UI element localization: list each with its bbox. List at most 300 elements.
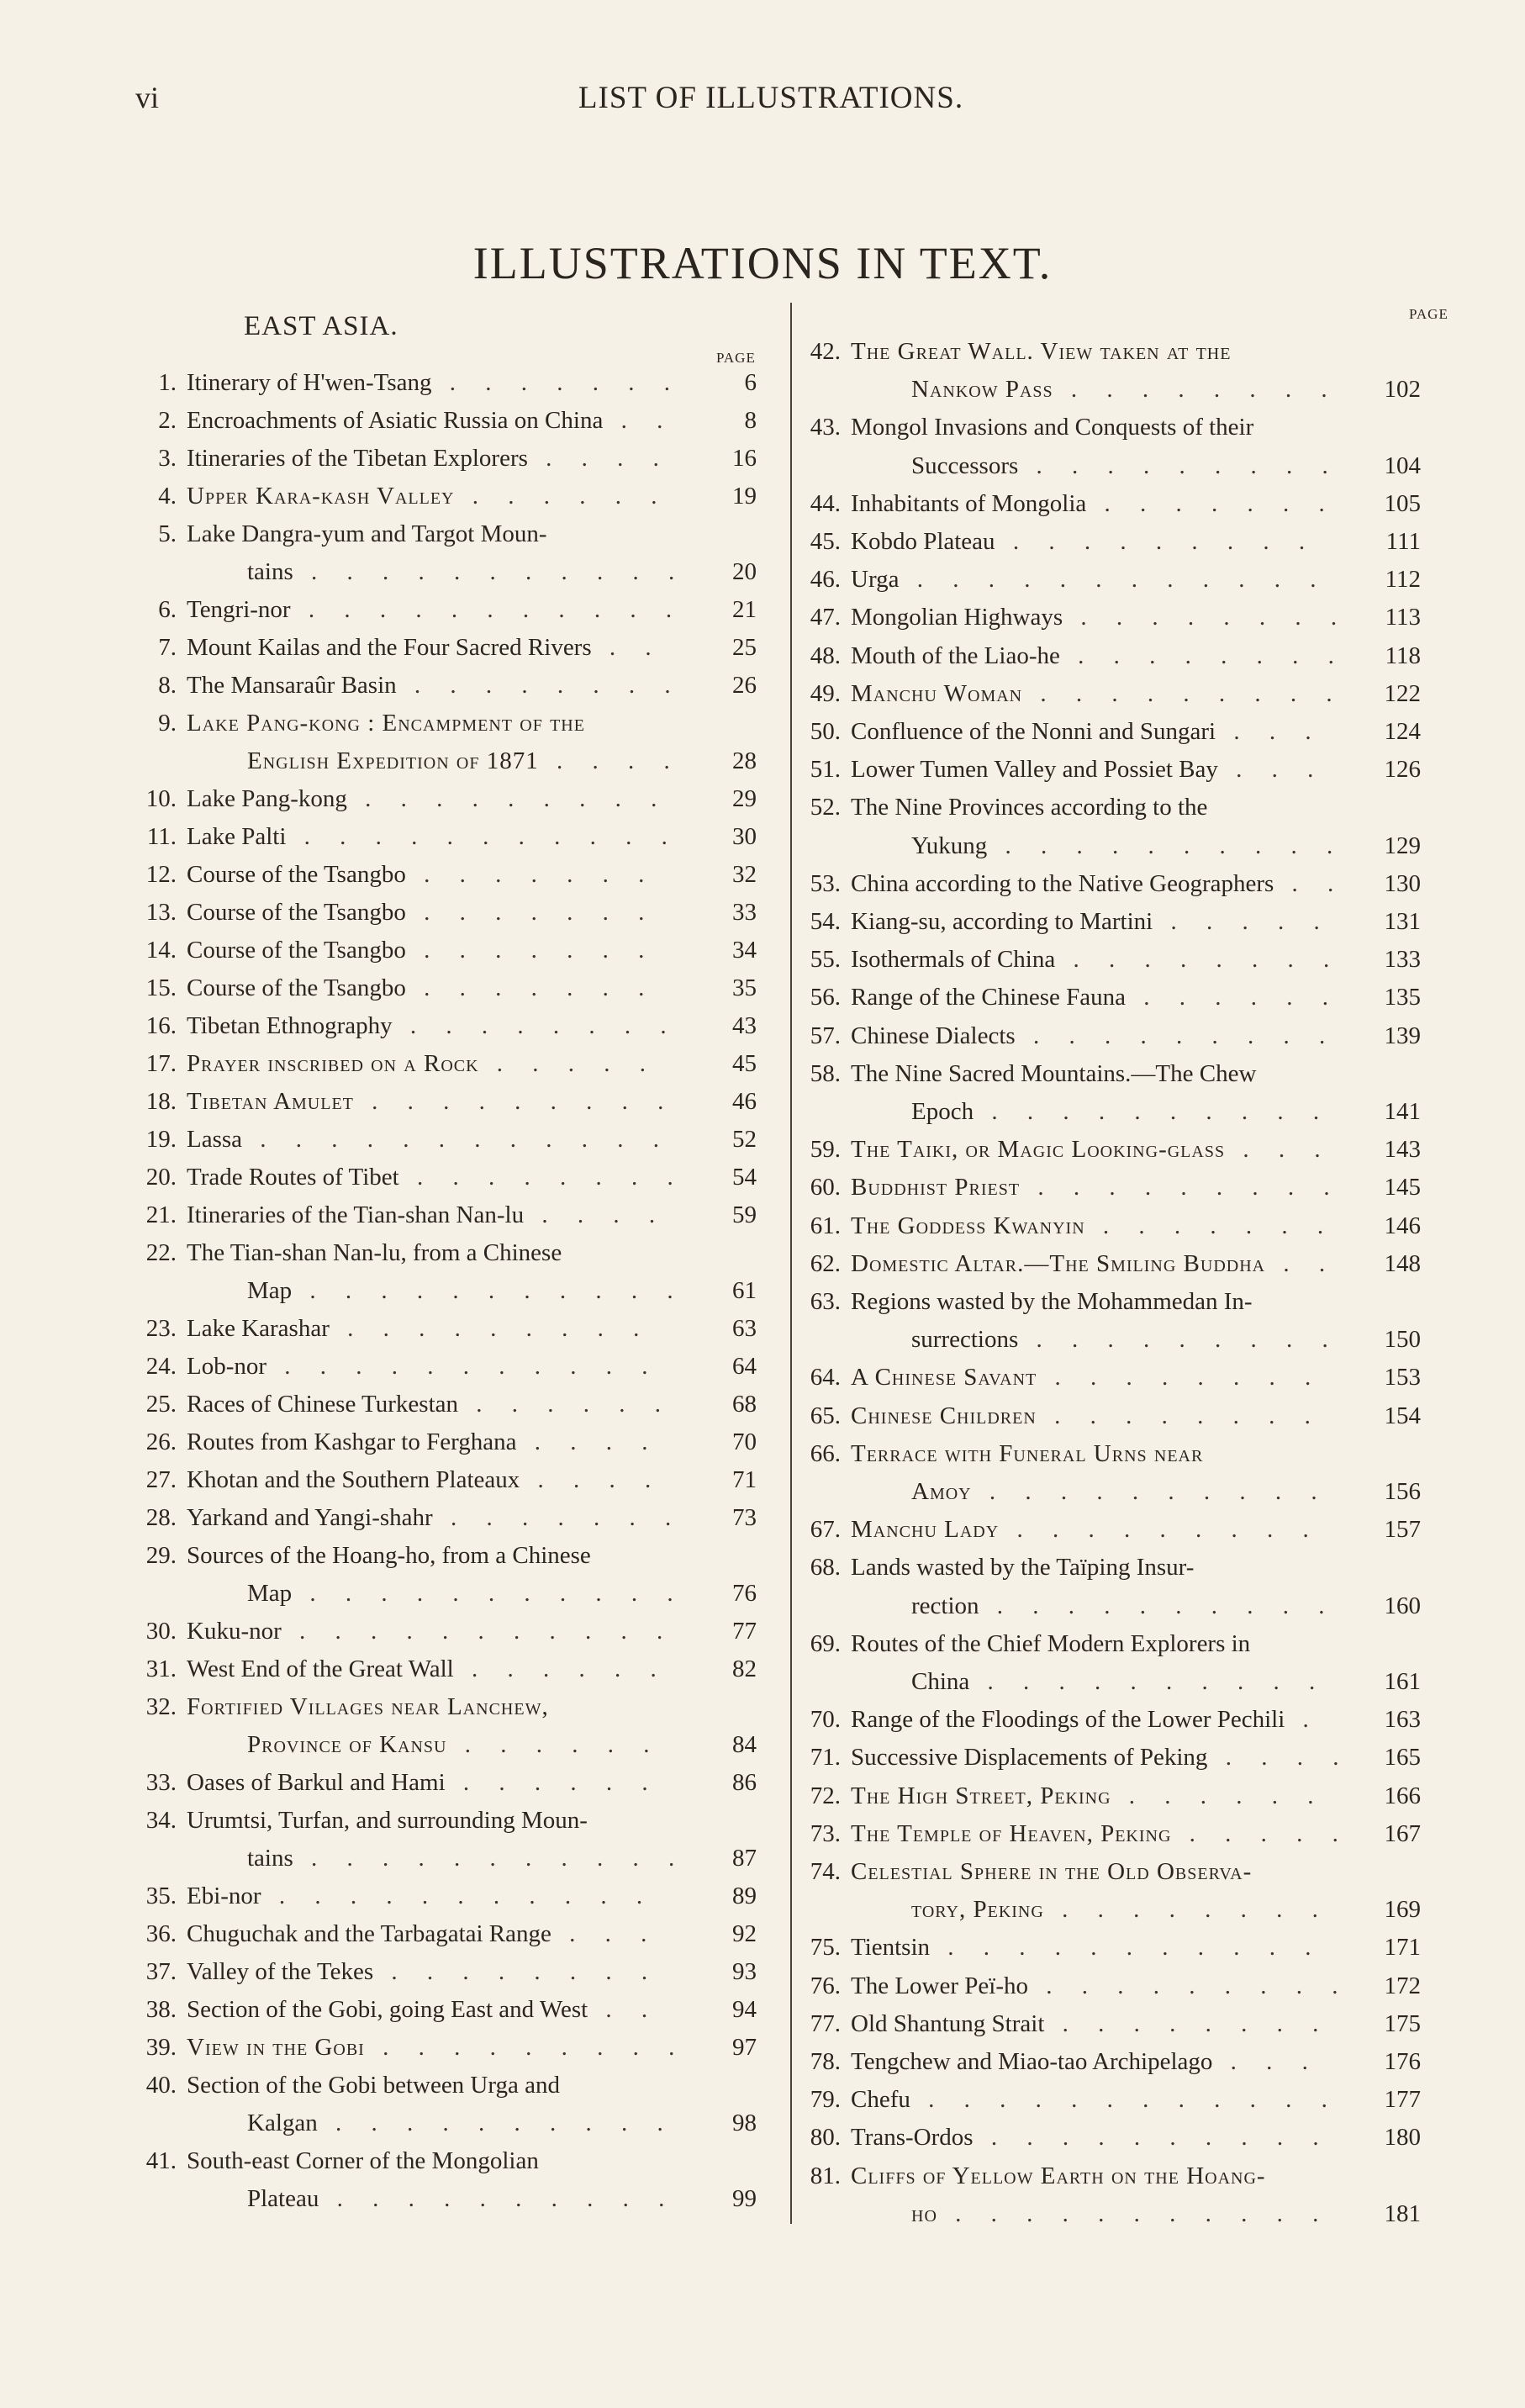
entry-page: 135: [1384, 984, 1421, 1011]
dot-leader: . . . . . . . . . . .: [937, 2199, 1331, 2227]
dot-leader: . . . . . . .: [405, 937, 657, 964]
entry-title: Tengchew and Miao-tao Archipelago . . .: [851, 2048, 1320, 2075]
dot-leader: . . . . . . . .: [1053, 376, 1339, 404]
dot-leader: . . . . . . . . . .: [987, 832, 1345, 859]
dot-leader: . . . . . . . . .: [999, 1516, 1321, 1544]
entry-title: Lassa . . . . . . . . . . . .: [187, 1126, 672, 1153]
entry-title: Section of the Gobi, going East and West . .: [187, 1996, 660, 2023]
entry-title: Lake Karashar . . . . . . . . .: [187, 1315, 652, 1342]
dot-leader: . . .: [1212, 2048, 1320, 2075]
entry-page: 93: [732, 1958, 757, 1985]
entry-number: 37.: [145, 1958, 177, 1985]
entry-page: 160: [1384, 1592, 1421, 1619]
entry-page: 77: [732, 1618, 757, 1645]
entry-number: 48.: [810, 642, 841, 669]
entry-title: Kalgan . . . . . . . . . .: [247, 2110, 675, 2136]
entry-title: Old Shantung Strait . . . . . . . .: [851, 2009, 1331, 2037]
dot-leader: . . . . . . .: [405, 899, 657, 926]
dot-leader: . . . . . . .: [432, 1504, 683, 1531]
entry-number: 64.: [810, 1364, 841, 1391]
entry-title: Urumtsi, Turfan, and surrounding Moun-: [187, 1807, 588, 1834]
entry-number: 12.: [145, 861, 177, 888]
entry-number: 2.: [158, 407, 177, 434]
page-title: ILLUSTRATIONS IN TEXT.: [472, 238, 1053, 288]
entry-number: 4.: [158, 483, 177, 510]
entry-title: Range of the Chinese Fauna . . . . . .: [851, 984, 1340, 1011]
entry-page: 34: [732, 937, 757, 964]
entry-number: 33.: [145, 1769, 177, 1796]
entry-page: 111: [1385, 528, 1421, 555]
entry-page: 153: [1384, 1364, 1421, 1391]
dot-leader: . . . . . . . . . .: [979, 1592, 1337, 1619]
entry-number: 65.: [810, 1402, 841, 1429]
entry-page: 112: [1385, 566, 1421, 594]
entry-page: 177: [1384, 2086, 1421, 2114]
entry-title: Races of Chinese Turkestan . . . . . .: [187, 1391, 673, 1418]
dot-leader: . . . .: [538, 747, 682, 774]
page-column-label-right: PAGE: [1409, 306, 1448, 322]
entry-page: 163: [1384, 1706, 1421, 1734]
entry-page: 28: [732, 747, 757, 774]
entry-title: Nankow Pass . . . . . . . .: [911, 376, 1339, 404]
entry-page: 145: [1384, 1174, 1421, 1201]
entry-number: 59.: [810, 1136, 841, 1164]
entry-page: 35: [732, 974, 757, 1001]
entry-number: 8.: [158, 672, 177, 699]
entry-page: 139: [1384, 1022, 1421, 1049]
entry-title: Routes of the Chief Modern Explorers in: [851, 1629, 1251, 1657]
entry-number: 75.: [810, 1934, 841, 1962]
entry-page: 166: [1384, 1782, 1421, 1809]
entry-number: 18.: [145, 1088, 177, 1115]
dot-leader: . . . . . . . .: [396, 672, 683, 699]
dot-leader: . . .: [1216, 718, 1323, 745]
dot-leader: . . . . . . . .: [1055, 946, 1342, 974]
entry-page: 169: [1384, 1896, 1421, 1924]
dot-leader: . . . . . . . . . . .: [930, 1934, 1323, 1962]
entry-title: Regions wasted by the Mohammedan In-: [851, 1288, 1253, 1315]
entry-page: 20: [732, 558, 757, 585]
dot-leader: . . . . . . . . . . .: [293, 1845, 687, 1872]
entry-page: 61: [732, 1277, 757, 1304]
entry-number: 77.: [810, 2009, 841, 2037]
entry-number: 27.: [145, 1466, 177, 1493]
entry-number: 23.: [145, 1315, 177, 1342]
entry-title: Kuku-nor . . . . . . . . . . .: [187, 1618, 675, 1645]
entry-number: 28.: [145, 1504, 177, 1531]
entry-page: 43: [732, 1012, 757, 1039]
dot-leader: . .: [603, 407, 675, 434]
entry-number: 20.: [145, 1164, 177, 1191]
entry-page: 21: [732, 596, 757, 623]
dot-leader: . . . .: [1207, 1744, 1351, 1772]
entry-page: 87: [732, 1845, 757, 1872]
entry-page: 148: [1384, 1249, 1421, 1277]
entry-number: 78.: [810, 2048, 841, 2075]
entry-title: Mount Kailas and the Four Sacred Rivers . .: [187, 634, 663, 661]
entry-page: 46: [732, 1088, 757, 1115]
entry-number: 6.: [158, 596, 177, 623]
entry-title: Inhabitants of Mongolia . . . . . . .: [851, 489, 1337, 517]
entry-number: 49.: [810, 679, 841, 707]
entry-page: 181: [1384, 2199, 1421, 2227]
entry-page: 150: [1384, 1326, 1421, 1354]
dot-leader: . . . . . . . . . .: [973, 2124, 1331, 2152]
entry-title: Chinese Dialects . . . . . . . . .: [851, 1022, 1338, 1049]
entry-title: The Taiki, or Magic Looking-glass . . .: [851, 1136, 1332, 1164]
entry-title: Trade Routes of Tibet . . . . . . . .: [187, 1164, 685, 1191]
entry-number: 68.: [810, 1554, 841, 1582]
entry-title: The Tian-shan Nan-lu, from a Chinese: [187, 1239, 562, 1266]
entry-number: 54.: [810, 908, 841, 935]
entry-title: Kobdo Plateau . . . . . . . . .: [851, 528, 1317, 555]
entry-number: 16.: [145, 1012, 177, 1039]
entry-page: 171: [1384, 1934, 1421, 1962]
dot-leader: . . . . . . . . .: [364, 2034, 687, 2061]
dot-leader: . . . . .: [478, 1050, 658, 1077]
dot-leader: . . . . . . . . . . .: [266, 1353, 660, 1380]
entry-title: Urga . . . . . . . . . . . .: [851, 566, 1328, 594]
dot-leader: . . . . . . .: [405, 861, 657, 888]
entry-page: 16: [732, 445, 757, 472]
dot-leader: . . .: [1217, 756, 1326, 784]
entry-number: 47.: [810, 604, 841, 631]
dot-leader: . . . . .: [1153, 908, 1332, 935]
entry-page: 130: [1384, 869, 1421, 897]
dot-leader: . . . . . . . .: [1063, 604, 1349, 631]
entry-page: 30: [732, 823, 757, 850]
entry-title: Prayer inscribed on a Rock . . . . .: [187, 1050, 658, 1077]
dot-leader: . . . . . . . . . . .: [286, 823, 679, 850]
entry-page: 105: [1384, 489, 1421, 517]
entry-title: English Expedition of 1871 . . . .: [247, 747, 682, 774]
dot-leader: . . . . . . . . . . .: [292, 1277, 685, 1304]
entry-page: 32: [732, 861, 757, 888]
dot-leader: . . . . . . . . . . .: [281, 1618, 675, 1645]
entry-page: 29: [732, 785, 757, 812]
entry-title: The Nine Sacred Mountains.—The Chew: [851, 1059, 1257, 1087]
entry-title: Yarkand and Yangi-shahr . . . . . . .: [187, 1504, 683, 1531]
entry-number: 62.: [810, 1249, 841, 1277]
entry-title: Yukung . . . . . . . . . .: [911, 832, 1345, 859]
entry-title: China . . . . . . . . . .: [911, 1667, 1327, 1695]
entry-title: Lake Palti . . . . . . . . . . .: [187, 823, 679, 850]
entry-number: 40.: [145, 2072, 177, 2099]
entry-page: 133: [1384, 946, 1421, 974]
entry-title: Manchu Lady . . . . . . . . .: [851, 1516, 1321, 1544]
entry-title: The Goddess Kwanyin . . . . . . .: [851, 1212, 1336, 1239]
entry-number: 53.: [810, 869, 841, 897]
entry-title: ho . . . . . . . . . . .: [911, 2199, 1331, 2227]
entry-title: Valley of the Tekes . . . . . . . .: [187, 1958, 660, 1985]
entry-title: West End of the Great Wall . . . . . .: [187, 1656, 668, 1682]
entry-title: Lake Dangra-yum and Targot Moun-: [187, 520, 547, 547]
entry-page: 33: [732, 899, 757, 926]
dot-leader: . . . . . . . . . .: [319, 2185, 677, 2212]
dot-leader: . . . . . .: [445, 1769, 660, 1796]
entry-number: 17.: [145, 1050, 177, 1077]
entry-page: 157: [1384, 1516, 1421, 1544]
entry-page: 146: [1384, 1212, 1421, 1239]
entry-number: 22.: [145, 1239, 177, 1266]
entry-title: Itineraries of the Tian-shan Nan-lu . . . .: [187, 1201, 668, 1228]
entry-number: 46.: [810, 566, 841, 594]
dot-leader: . . . . .: [1171, 1819, 1350, 1847]
entry-number: 38.: [145, 1996, 177, 2023]
entry-title: The Temple of Heaven, Peking . . . . .: [851, 1819, 1350, 1847]
entry-title: Chinese Children . . . . . . . .: [851, 1402, 1322, 1429]
dot-leader: . . . . . . . . .: [1015, 1022, 1338, 1049]
entry-page: 154: [1384, 1402, 1421, 1429]
entry-title: Province of Kansu . . . . . .: [247, 1731, 662, 1758]
dot-leader: . . . . . .: [1111, 1782, 1326, 1809]
entry-title: tains . . . . . . . . . . .: [247, 558, 687, 585]
entry-number: 25.: [145, 1391, 177, 1418]
entry-page: 172: [1384, 1972, 1421, 1999]
entry-title: Upper Kara-kash Valley . . . . . .: [187, 483, 669, 510]
dot-leader: . . . . . . . .: [1043, 1896, 1330, 1924]
entry-number: 72.: [810, 1782, 841, 1809]
entry-title: Celestial Sphere in the Old Observa-: [851, 1858, 1253, 1885]
entry-title: Mongol Invasions and Conquests of their: [851, 414, 1254, 441]
entry-number: 43.: [810, 414, 841, 441]
entry-title: A Chinese Savant . . . . . . . .: [851, 1364, 1323, 1391]
dot-leader: . . .: [1225, 1136, 1332, 1164]
entry-number: 14.: [145, 937, 177, 964]
entry-page: 84: [732, 1731, 757, 1758]
entry-title: Lands wasted by the Taïping Insur-: [851, 1554, 1195, 1582]
entry-page: 89: [732, 1883, 757, 1909]
entry-number: 61.: [810, 1212, 841, 1239]
entry-title: Ebi-nor . . . . . . . . . . .: [187, 1883, 655, 1909]
entry-page: 19: [732, 483, 757, 510]
entry-page: 45: [732, 1050, 757, 1077]
entry-title: Course of the Tsangbo . . . . . . .: [187, 937, 657, 964]
entry-number: 9.: [158, 710, 177, 737]
entry-number: 50.: [810, 718, 841, 745]
dot-leader: . .: [591, 634, 663, 661]
entry-page: 129: [1384, 832, 1421, 859]
entry-title: View in the Gobi . . . . . . . . .: [187, 2034, 687, 2061]
entry-page: 64: [732, 1353, 757, 1380]
entry-title: Tibetan Amulet . . . . . . . . .: [187, 1088, 676, 1115]
section-heading: EAST ASIA.: [244, 311, 398, 341]
dot-leader: . . . . . .: [1125, 984, 1340, 1011]
entry-title: Epoch . . . . . . . . . .: [911, 1097, 1332, 1125]
entry-page: 143: [1384, 1136, 1421, 1164]
entry-number: 57.: [810, 1022, 841, 1049]
entry-number: 42.: [810, 338, 841, 365]
entry-page: 70: [732, 1428, 757, 1455]
entry-title: Domestic Altar.—The Smiling Buddha . .: [851, 1249, 1338, 1277]
entry-page: 165: [1384, 1744, 1421, 1772]
entry-number: 45.: [810, 528, 841, 555]
entry-title: Buddhist Priest . . . . . . . . .: [851, 1174, 1342, 1201]
dot-leader: . . . . . . . . . . .: [290, 596, 684, 623]
entry-number: 13.: [145, 899, 177, 926]
entry-page: 25: [732, 634, 757, 661]
dot-leader: . . . . . .: [454, 483, 669, 510]
entry-title: Lob-nor . . . . . . . . . . .: [187, 1353, 660, 1380]
entry-number: 29.: [145, 1542, 177, 1569]
entry-title: Course of the Tsangbo . . . . . . .: [187, 899, 657, 926]
dot-leader: . . . . . . . . . .: [974, 1097, 1332, 1125]
entry-title: Manchu Woman . . . . . . . . .: [851, 679, 1344, 707]
entry-page: 73: [732, 1504, 757, 1531]
entry-title: tory, Peking . . . . . . . .: [911, 1896, 1330, 1924]
entry-title: The Great Wall. View taken at the: [851, 338, 1232, 365]
entry-title: Sources of the Hoang-ho, from a Chinese: [187, 1542, 591, 1569]
dot-leader: . . . . . . . .: [392, 1012, 678, 1039]
entry-page: 6: [744, 369, 757, 396]
entry-number: 24.: [145, 1353, 177, 1380]
dot-leader: . . . . . . .: [1084, 1212, 1336, 1239]
entry-number: 44.: [810, 489, 841, 517]
dot-leader: . . . . . . . .: [373, 1958, 660, 1985]
dot-leader: . . .: [551, 1920, 659, 1947]
entry-number: 81.: [810, 2162, 841, 2189]
entry-page: 104: [1384, 452, 1421, 479]
entry-number: 5.: [158, 520, 177, 547]
dot-leader: . . . . . .: [446, 1731, 662, 1758]
entry-page: 118: [1385, 642, 1421, 669]
entry-number: 51.: [810, 756, 841, 784]
dot-leader: . . . . . . . .: [1036, 1402, 1322, 1429]
entry-page: 124: [1384, 718, 1421, 745]
dot-leader: . . . . . . . . . . .: [293, 558, 687, 585]
entry-title: Tibetan Ethnography . . . . . . . .: [187, 1012, 678, 1039]
entry-number: 1.: [158, 369, 177, 396]
entry-title: China according to the Native Geographers . .: [851, 869, 1346, 897]
dot-leader: . . . . . .: [458, 1391, 673, 1418]
entry-title: Mongolian Highways . . . . . . . .: [851, 604, 1349, 631]
page-numeral: vi: [135, 81, 160, 114]
entry-page: 141: [1384, 1097, 1421, 1125]
entry-title: Mouth of the Liao-he . . . . . . . .: [851, 642, 1346, 669]
dot-leader: . . . . . . . . .: [329, 1315, 652, 1342]
entry-page: 122: [1384, 679, 1421, 707]
entry-number: 69.: [810, 1629, 841, 1657]
entry-page: 97: [732, 2034, 757, 2061]
entry-title: Amoy . . . . . . . . . .: [911, 1477, 1329, 1505]
entry-page: 180: [1384, 2124, 1421, 2152]
entry-page: 126: [1384, 756, 1421, 784]
entry-title: Course of the Tsangbo . . . . . . .: [187, 974, 657, 1001]
entry-title: Lower Tumen Valley and Possiet Bay . . .: [851, 756, 1326, 784]
entry-number: 55.: [810, 946, 841, 974]
entry-number: 32.: [145, 1693, 177, 1720]
dot-leader: . . . .: [516, 1428, 660, 1455]
entry-title: Cliffs of Yellow Earth on the Hoang-: [851, 2162, 1266, 2189]
entry-number: 66.: [810, 1439, 841, 1467]
dot-leader: . . . . . .: [453, 1656, 668, 1682]
entry-title: Tientsin . . . . . . . . . . .: [851, 1934, 1323, 1962]
entry-number: 26.: [145, 1428, 177, 1455]
entry-page: 63: [732, 1315, 757, 1342]
dot-leader: . . . . . . . . .: [1028, 1972, 1350, 1999]
dot-leader: . . . . . . . . . . . .: [910, 2086, 1339, 2114]
entry-title: Isothermals of China . . . . . . . .: [851, 946, 1342, 974]
entry-page: 113: [1385, 604, 1421, 631]
entry-title: South-east Corner of the Mongolian: [187, 2147, 539, 2174]
entry-number: 41.: [145, 2147, 177, 2174]
entry-number: 3.: [158, 445, 177, 472]
entry-number: 74.: [810, 1858, 841, 1885]
entry-title: rection . . . . . . . . . .: [911, 1592, 1337, 1619]
entry-title: The Nine Provinces according to the: [851, 794, 1208, 821]
entry-number: 70.: [810, 1706, 841, 1734]
entry-title: Chuguchak and the Tarbagatai Range . . .: [187, 1920, 659, 1947]
dot-leader: . .: [1274, 869, 1346, 897]
dot-leader: . . . . . . . . . . . .: [242, 1126, 672, 1153]
entry-page: 99: [732, 2185, 757, 2212]
entry-page: 131: [1384, 908, 1421, 935]
entry-page: 26: [732, 672, 757, 699]
dot-leader: . . . . . . . . .: [1018, 452, 1340, 479]
entry-title: Plateau . . . . . . . . . .: [247, 2185, 677, 2212]
dot-leader: . .: [1265, 1249, 1338, 1277]
entry-title: The High Street, Peking . . . . . .: [851, 1782, 1326, 1809]
dot-leader: . . . .: [524, 1201, 668, 1228]
dot-leader: . . . . . . . . .: [346, 785, 669, 812]
entry-number: 58.: [810, 1059, 841, 1087]
entry-page: 161: [1384, 1667, 1421, 1695]
entry-number: 30.: [145, 1618, 177, 1645]
dot-leader: . . . .: [520, 1466, 663, 1493]
entry-page: 68: [732, 1391, 757, 1418]
entry-page: 76: [732, 1580, 757, 1607]
entry-page: 92: [732, 1920, 757, 1947]
entry-title: Course of the Tsangbo . . . . . . .: [187, 861, 657, 888]
dot-leader: . . . . . . . . . .: [971, 1477, 1329, 1505]
dot-leader: . . . . . . .: [431, 369, 682, 396]
running-head: LIST OF ILLUSTRATIONS.: [578, 81, 964, 115]
entry-title: Lake Pang-kong . . . . . . . . .: [187, 785, 669, 812]
dot-leader: . . . . . . . . . . .: [292, 1580, 685, 1607]
entry-title: surrections . . . . . . . . .: [911, 1326, 1340, 1354]
entry-page: 156: [1384, 1477, 1421, 1505]
entry-title: tains . . . . . . . . . . .: [247, 1845, 687, 1872]
dot-leader: . . . . . . . . .: [1020, 1174, 1342, 1201]
entry-number: 36.: [145, 1920, 177, 1947]
entry-page: 175: [1384, 2009, 1421, 2037]
entry-number: 39.: [145, 2034, 177, 2061]
entry-title: Itineraries of the Tibetan Explorers . . . .: [187, 445, 671, 472]
dot-leader: .: [1285, 1706, 1321, 1734]
entry-number: 67.: [810, 1516, 841, 1544]
dot-leader: . . . . . . . . . .: [969, 1667, 1327, 1695]
entry-title: Terrace with Funeral Urns near: [851, 1439, 1204, 1467]
dot-leader: . . . . . . .: [1086, 489, 1337, 517]
entry-title: Chefu . . . . . . . . . . . .: [851, 2086, 1339, 2114]
entry-title: Lake Pang-kong : Encampment of the: [187, 710, 585, 737]
entry-title: Confluence of the Nonni and Sungari . . .: [851, 718, 1323, 745]
entry-title: Routes from Kashgar to Ferghana . . . .: [187, 1428, 660, 1455]
dot-leader: . . . . . . . . .: [353, 1088, 676, 1115]
entry-number: 60.: [810, 1174, 841, 1201]
entry-number: 76.: [810, 1972, 841, 1999]
dot-leader: . . . . . . . .: [1044, 2009, 1331, 2037]
dot-leader: . . . . . . . . . . .: [261, 1883, 655, 1909]
entry-title: Fortified Villages near Lanchew,: [187, 1693, 549, 1720]
entry-page: 8: [744, 407, 757, 434]
entry-page: 94: [732, 1996, 757, 2023]
dot-leader: . . . . . . . . .: [995, 528, 1317, 555]
entry-title: Oases of Barkul and Hami . . . . . .: [187, 1769, 660, 1796]
dot-leader: . . . . . . . .: [1037, 1364, 1323, 1391]
dot-leader: . . . . . . .: [405, 974, 657, 1001]
dot-leader: . . . . . . . . . . . .: [899, 566, 1328, 594]
